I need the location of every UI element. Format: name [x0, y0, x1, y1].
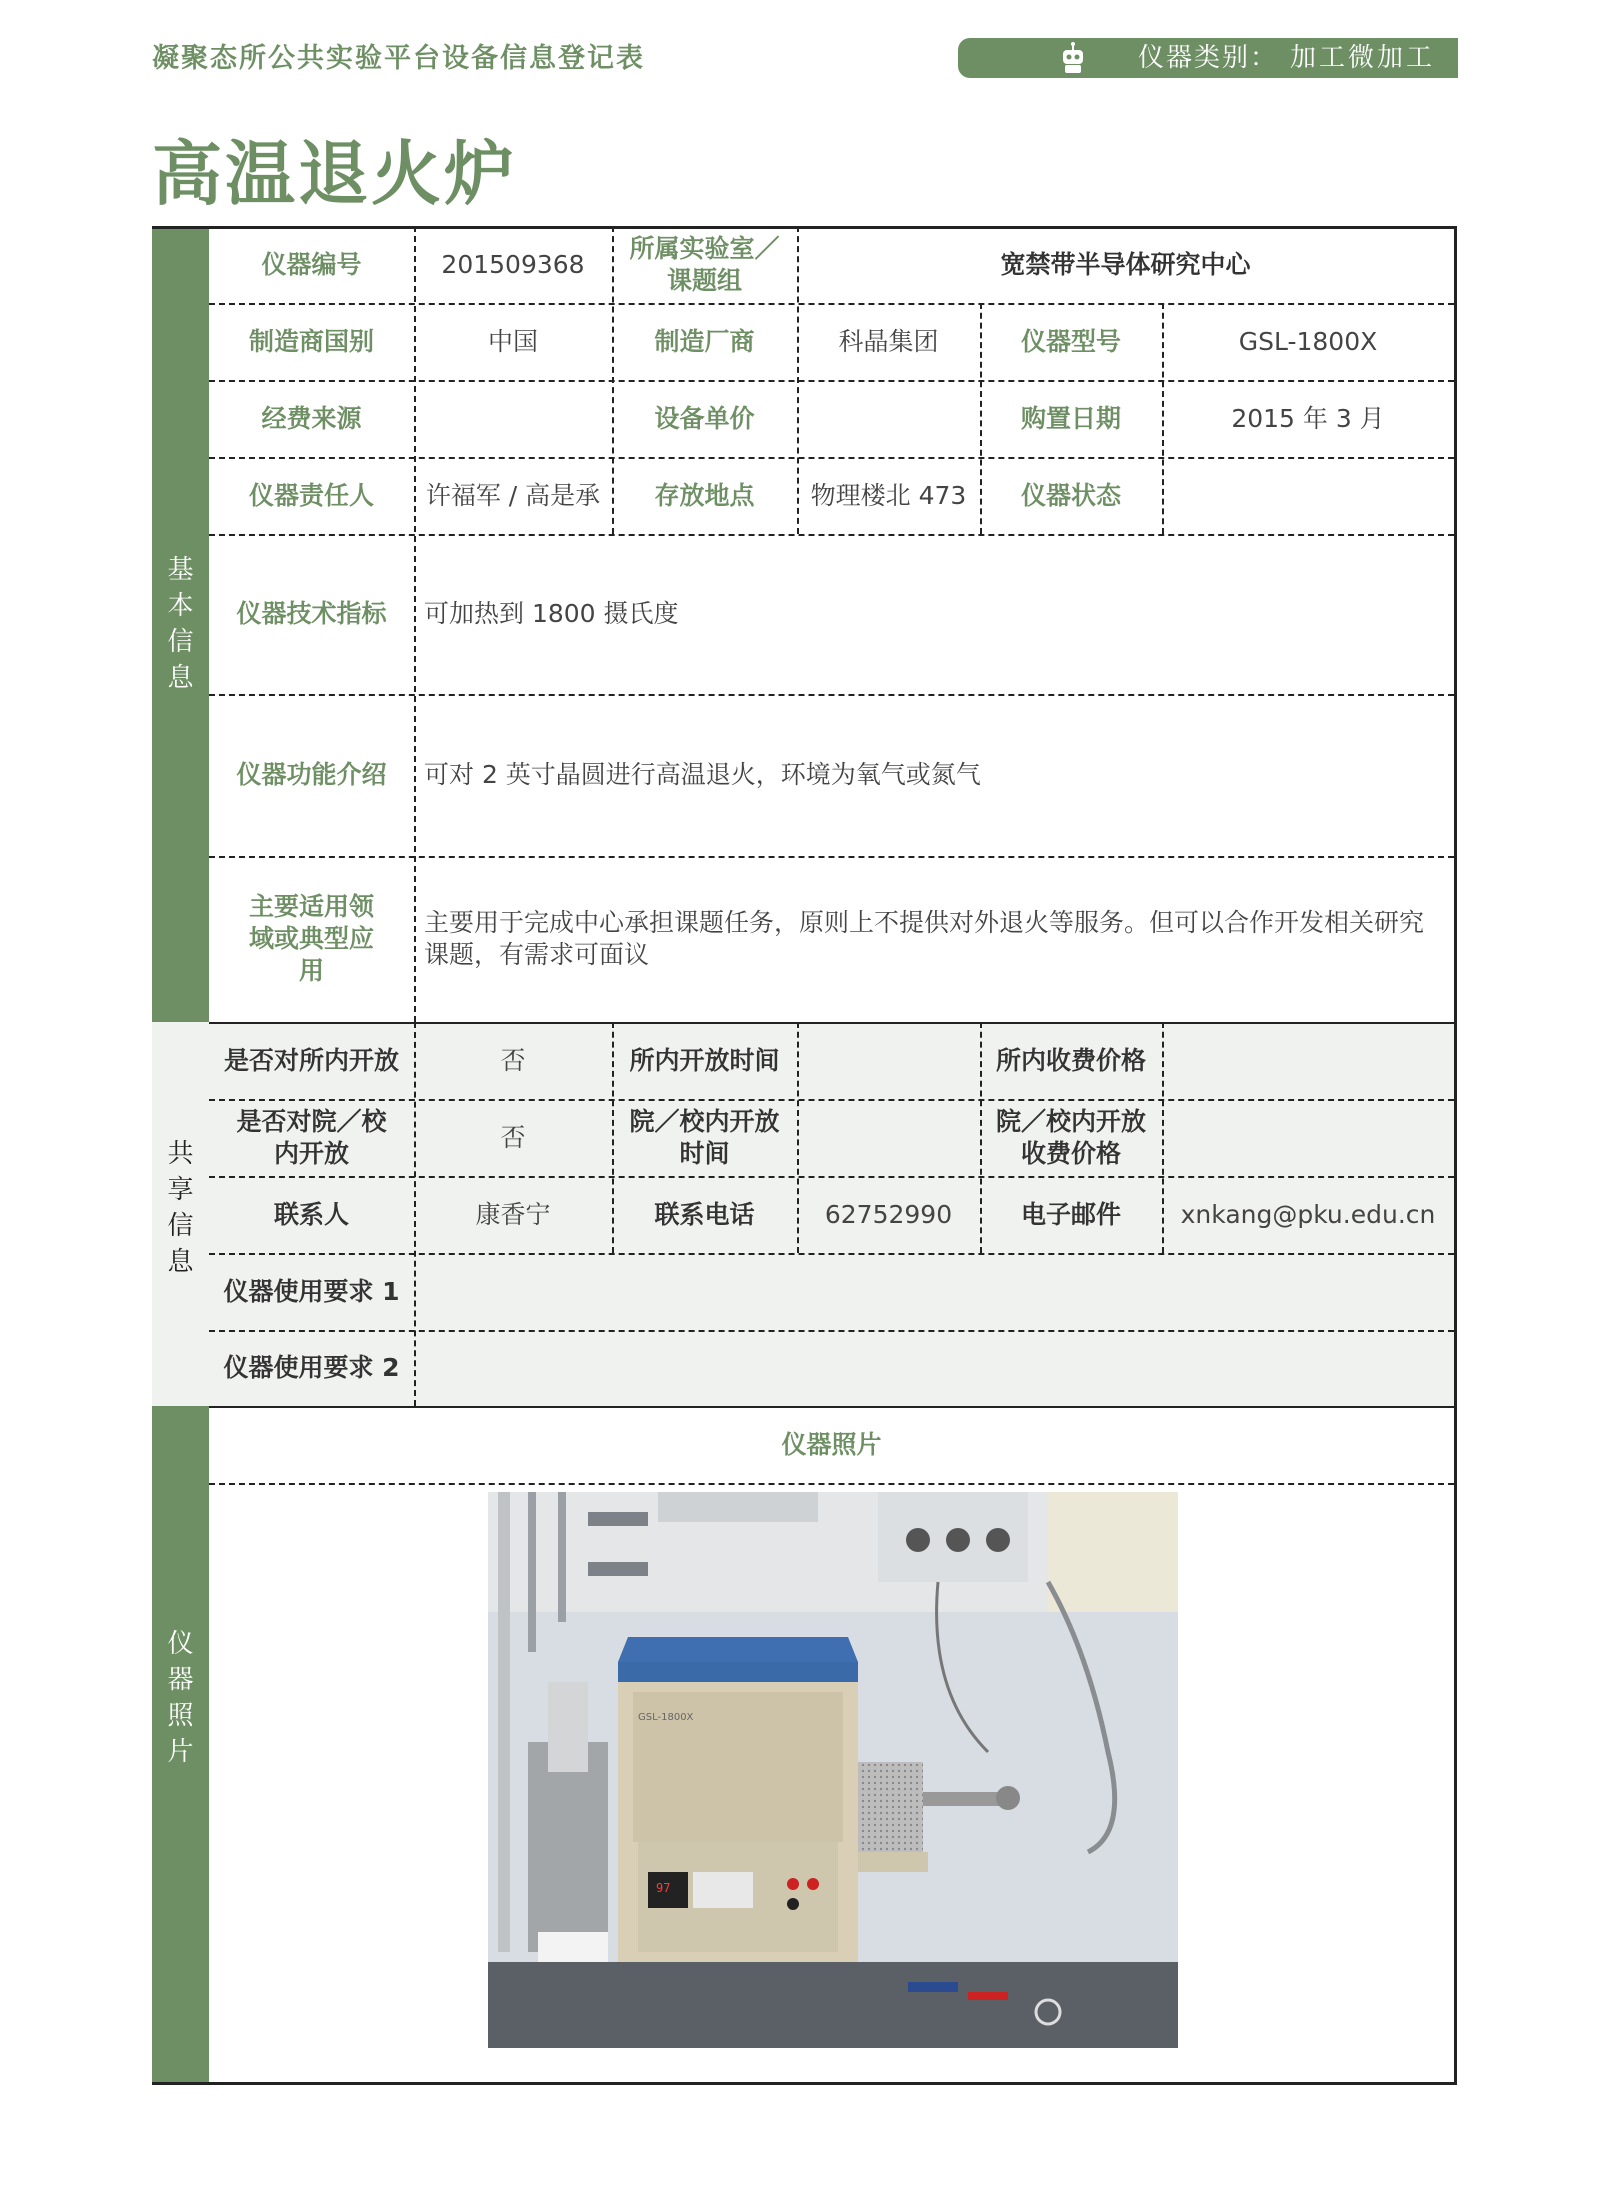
instrument-name: 高温退火炉: [152, 133, 517, 215]
unit-price-label: 设备单价: [654, 403, 755, 433]
manufacturer-label: 制造厂商: [654, 326, 755, 356]
country-value: 中国: [487, 326, 538, 356]
school-fee-value: [1162, 1099, 1454, 1176]
purchase-date-label: 购置日期: [1020, 403, 1121, 433]
section-basic-label: 基本信息: [167, 555, 194, 693]
table-bottom-border: [152, 2082, 1457, 2085]
open-internal-time-value: [797, 1022, 980, 1099]
country-label: 制造商国别: [248, 326, 374, 356]
function-label: 仪器功能介绍: [236, 760, 387, 789]
category-badge: [958, 38, 1458, 78]
instrument-id-value: 201509368: [441, 249, 585, 279]
function-value: 可对 2 英寸晶圆进行高温退火，环境为氧气或氮气: [424, 760, 981, 789]
row-divider: [209, 1483, 1454, 1485]
open-internal-label: 是否对所内开放: [223, 1045, 399, 1075]
location-label: 存放地点: [654, 480, 755, 510]
internal-fee-value: [1162, 1022, 1454, 1099]
display-reading: 97: [656, 1881, 671, 1895]
school-fee-label: 院／校内开放收费价格: [995, 1106, 1146, 1168]
usage-requirement-2-label: 仪器使用要求 2: [223, 1353, 400, 1382]
open-school-label: 是否对院／校内开放: [236, 1106, 387, 1168]
email-link[interactable]: xnkang@pku.edu.cn: [1180, 1199, 1436, 1229]
photo-heading: 仪器照片: [781, 1429, 882, 1459]
info-table: [152, 226, 1457, 2086]
category-value: 加工微加工: [1290, 43, 1436, 73]
section-basic-sidebar: [152, 226, 209, 1022]
section-share-label: 共享信息: [167, 1139, 194, 1277]
open-school-time-value: [797, 1099, 980, 1176]
email-label: 电子邮件: [1020, 1199, 1121, 1229]
contact-label: 联系人: [273, 1199, 349, 1229]
owner-label: 仪器责任人: [248, 480, 374, 510]
fund-source-label: 经费来源: [261, 403, 362, 433]
usage-requirement-1-value: [414, 1253, 1454, 1330]
instrument-photo: [488, 1492, 1178, 2048]
status-value: [1162, 457, 1454, 534]
purchase-date-value: 2015 年 3 月: [1231, 403, 1385, 433]
contact-value: 康香宁: [475, 1199, 551, 1229]
fund-source-value: [414, 380, 612, 457]
internal-fee-label: 所内收费价格: [995, 1045, 1146, 1075]
section-photo-sidebar: [152, 1406, 209, 2082]
form-header-title: 凝聚态所公共实验平台设备信息登记表: [152, 43, 645, 74]
robot-icon: [1058, 42, 1088, 74]
spec-label: 仪器技术指标: [236, 599, 387, 628]
unit-price-value: [797, 380, 980, 457]
section-photo-label: 仪器照片: [167, 1629, 194, 1767]
open-school-time-label: 院／校内开放时间: [629, 1106, 780, 1168]
application-value: 主要用于完成中心承担课题任务，原则上不提供对外退火等服务。但可以合作开发相关研究课题，有需求可面议: [424, 908, 1425, 969]
location-value: 物理楼北 473: [810, 480, 967, 510]
model-label: 仪器型号: [1020, 326, 1121, 356]
usage-requirement-1-label: 仪器使用要求 1: [223, 1276, 400, 1306]
spec-value: 可加热到 1800 摄氏度: [424, 599, 679, 628]
open-internal-time-label: 所内开放时间: [629, 1045, 780, 1075]
furnace-model-text: GSL-1800X: [638, 1712, 694, 1723]
manufacturer-value: 科晶集团: [838, 326, 939, 356]
open-school-value: 否: [500, 1122, 526, 1152]
status-label: 仪器状态: [1020, 480, 1121, 510]
lab-value: 宽禁带半导体研究中心: [1000, 249, 1251, 279]
category-label: 仪器类别：: [1138, 43, 1279, 73]
model-value: GSL-1800X: [1238, 326, 1378, 356]
instrument-id-label: 仪器编号: [261, 249, 362, 279]
phone-label: 联系电话: [654, 1199, 755, 1229]
lab-label: 所属实验室／课题组: [629, 233, 780, 295]
furnace-photo-illustration: [488, 1492, 1178, 2048]
owner-value: 许福军 / 高是承: [425, 480, 601, 510]
usage-requirement-2-value: [414, 1330, 1454, 1406]
table-right-border: [1454, 226, 1457, 2085]
application-label: 主要适用领域或典型应用: [248, 892, 374, 985]
open-internal-value: 否: [500, 1045, 526, 1075]
phone-value: 62752990: [824, 1199, 953, 1229]
